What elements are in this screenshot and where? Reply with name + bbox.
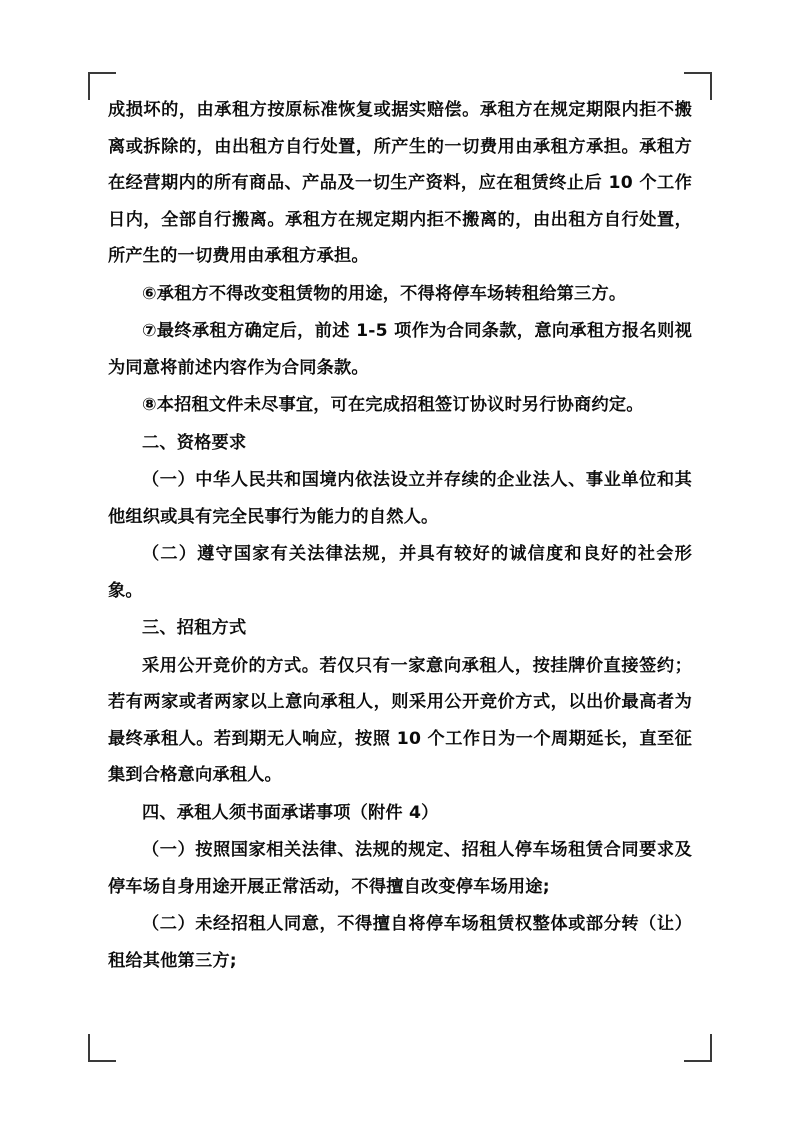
paragraph: （一）中华人民共和国境内依法设立并存续的企业法人、事业单位和其他组织或具有完全民事行为能力的自然人。 xyxy=(108,470,692,527)
paragraph: ⑦最终承租方确定后，前述 1-5 项作为合同条款，意向承租方报名则视为同意将前述内容作为合同条款。 xyxy=(108,321,692,378)
section-heading: 三、招租方式 xyxy=(142,618,247,638)
paragraph: （一）按照国家相关法律、法规的规定、招租人停车场租赁合同要求及停车场自身用途开展正常活动，不得擅自改变停车场用途; xyxy=(108,840,692,897)
paragraph: （二）未经招租人同意，不得擅自将停车场租赁权整体或部分转（让）租给其他第三方; xyxy=(108,914,692,971)
section-heading: 二、资格要求 xyxy=(142,432,247,453)
paragraph: 成损坏的，由承租方按原标准恢复或据实赔偿。承租方在规定期限内拒不搬离或拆除的，由出租方自行处置，所产生的一切费用由承租方承担。承租方在经营期内的所有商品、产品及一切生产资料，应在租赁终止后 10 个工作日内，全部自行搬离。承租方在规定期内拒不搬离的，由出租方自行处置，所产生的一切费用由承租方承担。 xyxy=(108,100,692,266)
paragraph: 采用公开竞价的方式。若仅只有一家意向承租人，按挂牌价直接签约；若有两家或者两家以上意向承租人，则采用公开竞价方式，以出价最高者为最终承租人。若到期无人响应，按照 10 个工作日为一个周期延长，直至征集到合格意向承租人。 xyxy=(108,655,692,785)
document-body xyxy=(108,92,692,980)
paragraph: ⑥承租方不得改变租赁物的用途，不得将停车场转租给第三方。 xyxy=(142,283,627,304)
crop-mark-bottom-right xyxy=(684,1034,712,1062)
paragraph: ⑧本招租文件未尽事宜，可在完成招租签订协议时另行协商约定。 xyxy=(142,395,644,415)
section-heading: 四、承租人须书面承诺事项（附件 4） xyxy=(142,802,439,823)
crop-mark-bottom-left xyxy=(88,1034,116,1062)
paragraph: （二）遵守国家有关法律法规，并具有较好的诚信度和良好的社会形象。 xyxy=(108,544,692,601)
